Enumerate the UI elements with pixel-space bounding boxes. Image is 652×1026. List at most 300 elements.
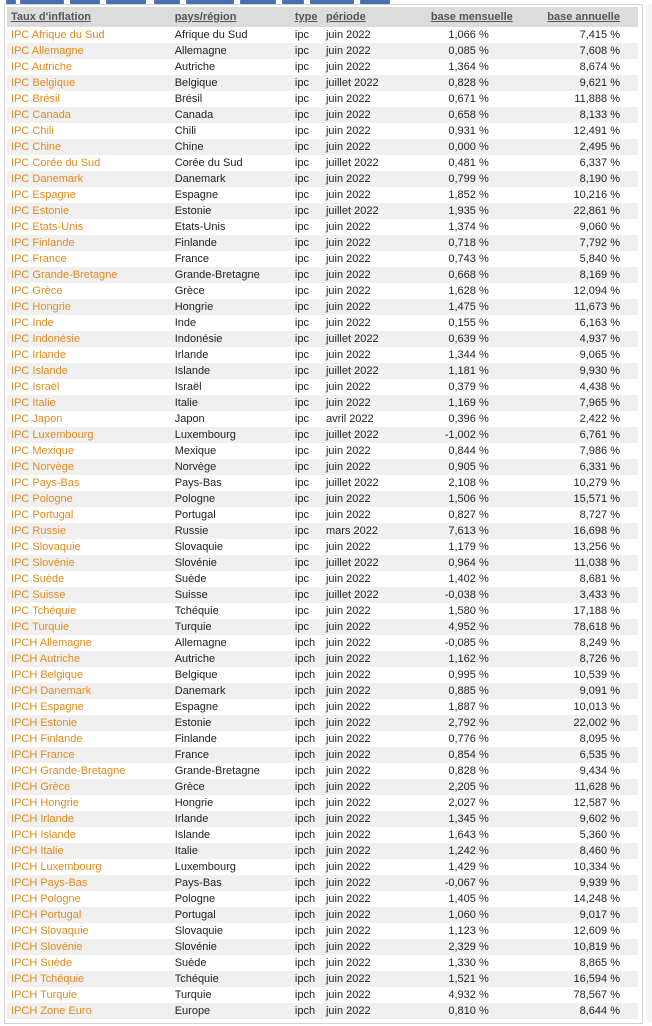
annual-rate-cell: 9,060 % [517, 219, 638, 235]
type-cell: ipc [291, 395, 322, 411]
name-cell [7, 779, 171, 795]
country-cell: Chili [171, 123, 291, 139]
country-cell: Danemark [171, 683, 291, 699]
type-cell: ipc [291, 427, 322, 443]
type-cell: ipc [291, 283, 322, 299]
monthly-rate-cell: 0,155 % [399, 315, 517, 331]
inflation-name-link[interactable]: IPC Canada [11, 109, 71, 121]
monthly-rate-cell: 0,379 % [399, 379, 517, 395]
inflation-name-link[interactable]: IPC Grande-Bretagne [11, 269, 118, 281]
name-cell [7, 491, 171, 507]
inflation-name-link[interactable]: IPCH Slovaquie [11, 925, 89, 937]
name-cell [7, 843, 171, 859]
name-cell [7, 795, 171, 811]
table-row [7, 747, 638, 763]
name-cell [7, 827, 171, 843]
name-cell [7, 555, 171, 571]
period-cell: juin 2022 [322, 811, 399, 827]
inflation-name-link[interactable]: IPC Slovaquie [11, 541, 81, 553]
inflation-name-link[interactable]: IPC Estonie [11, 205, 70, 217]
annual-rate-cell: 9,930 % [517, 363, 638, 379]
page-scrollbar[interactable] [646, 4, 652, 1022]
inflation-name-link[interactable]: IPC France [11, 253, 67, 265]
inflation-name-link[interactable]: IPCH Pays-Bas [11, 877, 88, 889]
monthly-rate-cell: 0,995 % [399, 667, 517, 683]
annual-rate-cell: 10,539 % [517, 667, 638, 683]
table-row [7, 171, 638, 187]
annual-rate-cell: 78,567 % [517, 987, 638, 1003]
table-row [7, 907, 638, 923]
inflation-name-link[interactable]: IPC Islande [11, 365, 68, 377]
monthly-rate-cell: 1,123 % [399, 923, 517, 939]
monthly-rate-cell: 0,799 % [399, 171, 517, 187]
table-row [7, 107, 638, 123]
table-row [7, 571, 638, 587]
country-cell: Pays-Bas [171, 875, 291, 891]
country-cell: Allemagne [171, 635, 291, 651]
name-cell [7, 699, 171, 715]
name-cell [7, 875, 171, 891]
inflation-name-link[interactable]: IPC Russie [11, 525, 67, 537]
header-name[interactable]: Taux d'inflation [7, 7, 171, 27]
type-cell: ipc [291, 475, 322, 491]
annual-rate-cell: 6,331 % [517, 459, 638, 475]
table-row [7, 827, 638, 843]
table-row [7, 59, 638, 75]
name-cell [7, 203, 171, 219]
period-cell: juin 2022 [322, 347, 399, 363]
monthly-rate-cell: 1,935 % [399, 203, 517, 219]
type-cell: ipc [291, 187, 322, 203]
period-cell: juillet 2022 [322, 427, 399, 443]
period-cell: juin 2022 [322, 907, 399, 923]
period-cell: juin 2022 [322, 219, 399, 235]
name-cell [7, 267, 171, 283]
inflation-name-link[interactable]: IPCH Grèce [11, 781, 71, 793]
country-cell: Finlande [171, 235, 291, 251]
type-cell: ipc [291, 315, 322, 331]
inflation-name-link[interactable]: IPCH Luxembourg [11, 861, 102, 873]
table-row [7, 987, 638, 1003]
inflation-name-link[interactable]: IPC Luxembourg [11, 429, 94, 441]
period-cell: juin 2022 [322, 379, 399, 395]
inflation-table [7, 7, 638, 1019]
inflation-name-link[interactable]: IPC Etats-Unis [11, 221, 84, 233]
country-cell: Russie [171, 523, 291, 539]
inflation-name-link[interactable]: IPCH Portugal [11, 909, 82, 921]
table-row [7, 395, 638, 411]
inflation-name-link[interactable]: IPCH Belgique [11, 669, 84, 681]
inflation-name-link[interactable]: IPC Brésil [11, 93, 60, 105]
monthly-rate-cell: 1,402 % [399, 571, 517, 587]
table-row [7, 667, 638, 683]
name-cell [7, 811, 171, 827]
table-row [7, 683, 638, 699]
country-cell: Espagne [171, 699, 291, 715]
period-cell: juin 2022 [322, 699, 399, 715]
inflation-name-link[interactable]: IPCH Danemark [11, 685, 92, 697]
period-cell: juillet 2022 [322, 555, 399, 571]
country-cell: Espagne [171, 187, 291, 203]
type-cell: ipc [291, 443, 322, 459]
name-cell [7, 955, 171, 971]
period-cell: juin 2022 [322, 235, 399, 251]
inflation-name-link[interactable]: IPCH Hongrie [11, 797, 79, 809]
name-cell [7, 219, 171, 235]
monthly-rate-cell: 0,639 % [399, 331, 517, 347]
annual-rate-cell: 6,163 % [517, 315, 638, 331]
inflation-name-link[interactable]: IPCH France [11, 749, 75, 761]
annual-rate-cell: 22,861 % [517, 203, 638, 219]
country-cell: Belgique [171, 75, 291, 91]
period-cell: juin 2022 [322, 843, 399, 859]
country-cell: Brésil [171, 91, 291, 107]
country-cell: Slovénie [171, 555, 291, 571]
annual-rate-cell: 11,628 % [517, 779, 638, 795]
monthly-rate-cell: 1,887 % [399, 699, 517, 715]
country-cell: Grèce [171, 283, 291, 299]
name-cell [7, 187, 171, 203]
monthly-rate-cell: 0,481 % [399, 155, 517, 171]
inflation-name-link[interactable]: IPC Norvège [11, 461, 74, 473]
country-cell: Pays-Bas [171, 475, 291, 491]
country-cell: Portugal [171, 907, 291, 923]
monthly-rate-cell: 0,844 % [399, 443, 517, 459]
period-cell: juin 2022 [322, 651, 399, 667]
monthly-rate-cell: 0,743 % [399, 251, 517, 267]
inflation-name-link[interactable]: IPCH Turquie [11, 989, 78, 1001]
country-cell: Mexique [171, 443, 291, 459]
period-cell: juin 2022 [322, 779, 399, 795]
period-cell: juillet 2022 [322, 203, 399, 219]
inflation-name-link[interactable]: IPC Pays-Bas [11, 477, 80, 489]
table-row [7, 795, 638, 811]
inflation-name-link[interactable]: IPCH Finlande [11, 733, 83, 745]
inflation-name-link[interactable]: IPC Indonésie [11, 333, 81, 345]
annual-rate-cell: 9,939 % [517, 875, 638, 891]
annual-rate-cell: 8,095 % [517, 731, 638, 747]
inflation-name-link[interactable]: IPCH Autriche [11, 653, 81, 665]
inflation-name-link[interactable]: IPC Tchéquie [11, 605, 77, 617]
period-cell: juin 2022 [322, 107, 399, 123]
type-cell: ipch [291, 779, 322, 795]
table-row [7, 235, 638, 251]
annual-rate-cell: 11,673 % [517, 299, 638, 315]
period-cell: juillet 2022 [322, 587, 399, 603]
type-cell: ipc [291, 251, 322, 267]
period-cell: juin 2022 [322, 43, 399, 59]
annual-rate-cell: 17,188 % [517, 603, 638, 619]
type-cell: ipc [291, 123, 322, 139]
annual-rate-cell: 10,334 % [517, 859, 638, 875]
inflation-name-link[interactable]: IPC Suède [11, 573, 65, 585]
annual-rate-cell: 9,065 % [517, 347, 638, 363]
inflation-name-link[interactable]: IPC Slovénie [11, 557, 75, 569]
table-row [7, 91, 638, 107]
header-monthly[interactable]: base mensuelle [399, 7, 517, 27]
annual-rate-cell: 78,618 % [517, 619, 638, 635]
type-cell: ipc [291, 299, 322, 315]
annual-rate-cell: 12,094 % [517, 283, 638, 299]
type-cell: ipc [291, 75, 322, 91]
type-cell: ipc [291, 619, 322, 635]
type-cell: ipc [291, 379, 322, 395]
type-cell: ipc [291, 139, 322, 155]
table-row [7, 123, 638, 139]
country-cell: Etats-Unis [171, 219, 291, 235]
name-cell [7, 763, 171, 779]
country-cell: Slovénie [171, 939, 291, 955]
inflation-name-link[interactable]: IPCH Grande-Bretagne [11, 765, 126, 777]
monthly-rate-cell: 1,179 % [399, 539, 517, 555]
inflation-name-link[interactable]: IPC Israël [11, 381, 60, 393]
period-cell: juillet 2022 [322, 475, 399, 491]
table-row [7, 811, 638, 827]
inflation-name-link[interactable]: IPC Hongrie [11, 301, 71, 313]
type-cell: ipc [291, 507, 322, 523]
monthly-rate-cell: 0,776 % [399, 731, 517, 747]
country-cell: Belgique [171, 667, 291, 683]
header-period[interactable]: période [322, 7, 399, 27]
monthly-rate-cell: 0,658 % [399, 107, 517, 123]
type-cell: ipc [291, 107, 322, 123]
inflation-name-link[interactable]: IPC Corée du Sud [11, 157, 101, 169]
name-cell [7, 27, 171, 43]
monthly-rate-cell: 0,810 % [399, 1003, 517, 1019]
type-cell: ipch [291, 971, 322, 987]
inflation-name-link[interactable]: IPCH Slovénie [11, 941, 83, 953]
annual-rate-cell: 6,337 % [517, 155, 638, 171]
name-cell [7, 731, 171, 747]
annual-rate-cell: 7,608 % [517, 43, 638, 59]
name-cell [7, 347, 171, 363]
name-cell [7, 683, 171, 699]
period-cell: juin 2022 [322, 299, 399, 315]
monthly-rate-cell: 0,671 % [399, 91, 517, 107]
type-cell: ipch [291, 891, 322, 907]
period-cell: juin 2022 [322, 267, 399, 283]
monthly-rate-cell: -0,067 % [399, 875, 517, 891]
annual-rate-cell: 8,681 % [517, 571, 638, 587]
inflation-name-link[interactable]: IPCH Irlande [11, 813, 74, 825]
monthly-rate-cell: 1,364 % [399, 59, 517, 75]
table-row [7, 507, 638, 523]
country-cell: Grèce [171, 779, 291, 795]
inflation-name-link[interactable]: IPC Chine [11, 141, 62, 153]
inflation-name-link[interactable]: IPCH Pologne [11, 893, 81, 905]
table-row [7, 203, 638, 219]
annual-rate-cell: 8,865 % [517, 955, 638, 971]
inflation-name-link[interactable]: IPC Mexique [11, 445, 74, 457]
annual-rate-cell: 9,017 % [517, 907, 638, 923]
monthly-rate-cell: 1,429 % [399, 859, 517, 875]
inflation-name-link[interactable]: IPC Chili [11, 125, 54, 137]
inflation-name-link[interactable]: IPC Danemark [11, 173, 84, 185]
table-row [7, 619, 638, 635]
name-cell [7, 459, 171, 475]
table-header-row [7, 7, 638, 27]
period-cell: juin 2022 [322, 443, 399, 459]
monthly-rate-cell: 1,242 % [399, 843, 517, 859]
monthly-rate-cell: 1,643 % [399, 827, 517, 843]
monthly-rate-cell: 0,964 % [399, 555, 517, 571]
name-cell [7, 1003, 171, 1019]
name-cell [7, 539, 171, 555]
table-row [7, 155, 638, 171]
monthly-rate-cell: 2,108 % [399, 475, 517, 491]
name-cell [7, 395, 171, 411]
table-row [7, 603, 638, 619]
monthly-rate-cell: 1,060 % [399, 907, 517, 923]
table-row [7, 539, 638, 555]
name-cell [7, 507, 171, 523]
country-cell: Afrique du Sud [171, 27, 291, 43]
inflation-name-link[interactable]: IPC Grèce [11, 285, 63, 297]
country-cell: Suède [171, 571, 291, 587]
monthly-rate-cell: 1,521 % [399, 971, 517, 987]
period-cell: juillet 2022 [322, 331, 399, 347]
type-cell: ipc [291, 571, 322, 587]
inflation-name-link[interactable]: IPCH Tchéquie [11, 973, 85, 985]
name-cell [7, 971, 171, 987]
header-type[interactable]: type [291, 7, 322, 27]
name-cell [7, 315, 171, 331]
country-cell: Italie [171, 843, 291, 859]
annual-rate-cell: 22,002 % [517, 715, 638, 731]
annual-rate-cell: 8,133 % [517, 107, 638, 123]
table-row [7, 763, 638, 779]
name-cell [7, 283, 171, 299]
annual-rate-cell: 4,438 % [517, 379, 638, 395]
table-row [7, 219, 638, 235]
period-cell: juin 2022 [322, 875, 399, 891]
inflation-name-link[interactable]: IPC Pologne [11, 493, 73, 505]
inflation-name-link[interactable]: IPCH Allemagne [11, 637, 92, 649]
inflation-name-link[interactable]: IPCH Zone Euro [11, 1005, 92, 1017]
country-cell: Grande-Bretagne [171, 763, 291, 779]
name-cell [7, 939, 171, 955]
table-row [7, 491, 638, 507]
name-cell [7, 107, 171, 123]
name-cell [7, 363, 171, 379]
inflation-name-link[interactable]: IPC Espagne [11, 189, 76, 201]
inflation-name-link[interactable]: IPC Irlande [11, 349, 67, 361]
monthly-rate-cell: 0,827 % [399, 507, 517, 523]
country-cell: Tchéquie [171, 603, 291, 619]
annual-rate-cell: 11,038 % [517, 555, 638, 571]
monthly-rate-cell: 1,405 % [399, 891, 517, 907]
country-cell: Pologne [171, 891, 291, 907]
name-cell [7, 155, 171, 171]
period-cell: juin 2022 [322, 619, 399, 635]
name-cell [7, 587, 171, 603]
name-cell [7, 139, 171, 155]
period-cell: juin 2022 [322, 123, 399, 139]
monthly-rate-cell: 0,396 % [399, 411, 517, 427]
inflation-name-link[interactable]: IPCH Islande [11, 829, 76, 841]
name-cell [7, 379, 171, 395]
period-cell: avril 2022 [322, 411, 399, 427]
name-cell [7, 475, 171, 491]
table-row [7, 139, 638, 155]
table-row [7, 347, 638, 363]
country-cell: Europe [171, 1003, 291, 1019]
table-row [7, 299, 638, 315]
type-cell: ipc [291, 59, 322, 75]
country-cell: Turquie [171, 619, 291, 635]
annual-rate-cell: 2,495 % [517, 139, 638, 155]
type-cell: ipc [291, 459, 322, 475]
inflation-name-link[interactable]: IPCH Suède [11, 957, 73, 969]
inflation-name-link[interactable]: IPC Turquie [11, 621, 70, 633]
period-cell: mars 2022 [322, 523, 399, 539]
annual-rate-cell: 8,727 % [517, 507, 638, 523]
inflation-name-link[interactable]: IPC Afrique du Sud [11, 29, 105, 41]
period-cell: juin 2022 [322, 539, 399, 555]
country-cell: Finlande [171, 731, 291, 747]
country-cell: Luxembourg [171, 427, 291, 443]
inflation-name-link[interactable]: IPC Autriche [11, 61, 73, 73]
period-cell: juin 2022 [322, 635, 399, 651]
table-row [7, 475, 638, 491]
header-country[interactable]: pays/région [171, 7, 291, 27]
inflation-name-link[interactable]: IPC Japon [11, 413, 63, 425]
inflation-name-link[interactable]: IPCH Italie [11, 845, 64, 857]
table-row [7, 27, 638, 43]
table-row [7, 411, 638, 427]
inflation-name-link[interactable]: IPC Italie [11, 397, 56, 409]
name-cell [7, 331, 171, 347]
type-cell: ipc [291, 491, 322, 507]
type-cell: ipc [291, 43, 322, 59]
monthly-rate-cell: 4,952 % [399, 619, 517, 635]
period-cell: juin 2022 [322, 283, 399, 299]
monthly-rate-cell: -0,085 % [399, 635, 517, 651]
country-cell: Luxembourg [171, 859, 291, 875]
period-cell: juin 2022 [322, 187, 399, 203]
monthly-rate-cell: 1,374 % [399, 219, 517, 235]
name-cell [7, 43, 171, 59]
country-cell: Inde [171, 315, 291, 331]
type-cell: ipch [291, 1003, 322, 1019]
inflation-name-link[interactable]: IPC Portugal [11, 509, 74, 521]
annual-rate-cell: 7,986 % [517, 443, 638, 459]
annual-rate-cell: 7,965 % [517, 395, 638, 411]
inflation-name-link[interactable]: IPCH Estonie [11, 717, 78, 729]
country-cell: Irlande [171, 811, 291, 827]
table-row [7, 459, 638, 475]
inflation-name-link[interactable]: IPC Suisse [11, 589, 66, 601]
period-cell: juin 2022 [322, 171, 399, 187]
annual-rate-cell: 8,249 % [517, 635, 638, 651]
inflation-name-link[interactable]: IPC Inde [11, 317, 54, 329]
type-cell: ipch [291, 795, 322, 811]
monthly-rate-cell: 0,828 % [399, 75, 517, 91]
period-cell: juin 2022 [322, 603, 399, 619]
inflation-name-link[interactable]: IPC Allemagne [11, 45, 84, 57]
table-row [7, 363, 638, 379]
annual-rate-cell: 2,422 % [517, 411, 638, 427]
type-cell: ipc [291, 27, 322, 43]
header-annual[interactable]: base annuelle [517, 7, 638, 27]
annual-rate-cell: 10,819 % [517, 939, 638, 955]
inflation-name-link[interactable]: IPC Belgique [11, 77, 76, 89]
inflation-name-link[interactable]: IPCH Espagne [11, 701, 84, 713]
annual-rate-cell: 14,248 % [517, 891, 638, 907]
country-cell: Suisse [171, 587, 291, 603]
inflation-name-link[interactable]: IPC Finlande [11, 237, 75, 249]
period-cell: juin 2022 [322, 891, 399, 907]
